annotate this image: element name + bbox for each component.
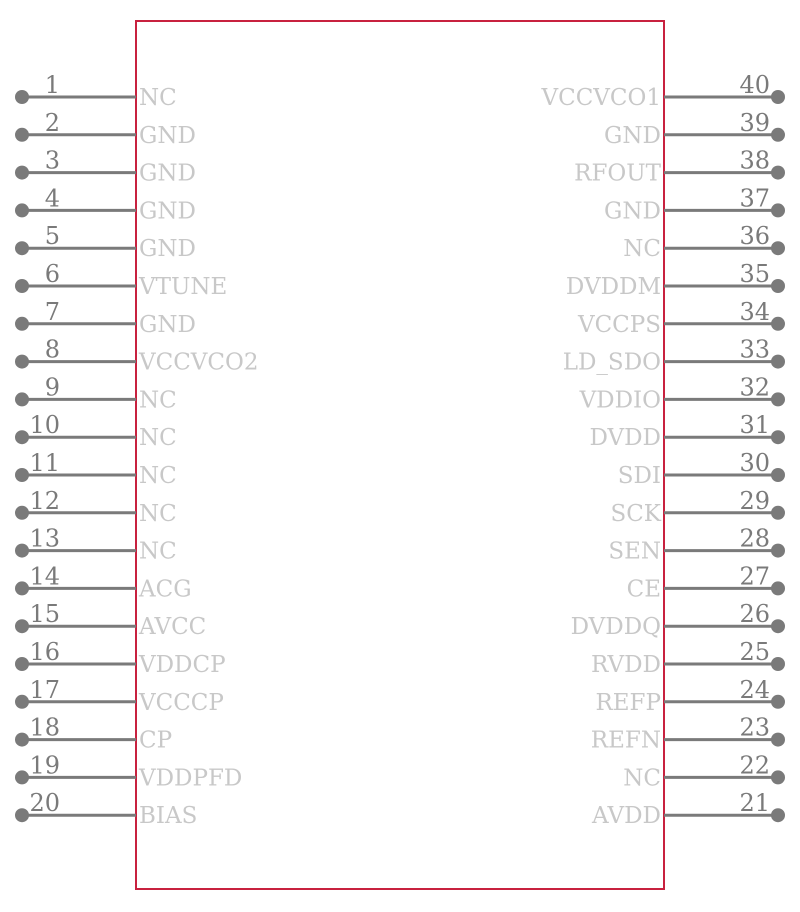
pin-19 — [15, 751, 242, 791]
pin-31 — [589, 411, 785, 451]
pin-terminal-dot — [771, 355, 785, 369]
pin-terminal-dot — [15, 355, 29, 369]
pin-terminal-dot — [15, 581, 29, 595]
pin-name-label: VDDCP — [139, 652, 226, 678]
pin-40 — [540, 71, 785, 111]
pin-21 — [591, 789, 785, 829]
pin-number: 27 — [739, 562, 770, 591]
pin-name-label: ACG — [139, 576, 192, 603]
pin-number: 37 — [739, 184, 770, 213]
pin-number: 5 — [44, 222, 60, 251]
pin-2 — [15, 109, 196, 149]
pin-terminal-dot — [771, 695, 785, 709]
pin-number: 16 — [29, 638, 60, 666]
pin-20 — [15, 789, 197, 829]
pin-number: 35 — [739, 260, 770, 288]
pin-name-label: NC — [623, 765, 661, 792]
pin-number: 36 — [739, 222, 770, 251]
pin-30 — [618, 449, 785, 489]
pin-name-label: GND — [139, 122, 196, 149]
pin-terminal-dot — [15, 808, 29, 822]
pin-number: 13 — [29, 524, 60, 553]
pin-name-label: GND — [139, 236, 196, 263]
pin-28 — [608, 525, 785, 565]
pin-14 — [15, 562, 192, 602]
pin-name-label: VCCCP — [139, 689, 224, 716]
pin-number: 8 — [44, 335, 60, 364]
pin-name-label: CE — [626, 576, 661, 603]
pin-name-label: GND — [604, 122, 661, 149]
pin-number: 25 — [739, 638, 770, 666]
pin-name-label: VDDPFD — [139, 765, 243, 792]
pin-name-label: DVDDQ — [570, 614, 661, 641]
pin-name-label: NC — [623, 236, 661, 263]
pin-27 — [627, 562, 785, 602]
pin-name-label: REFN — [590, 727, 661, 754]
pin-name-label: NC — [139, 387, 177, 414]
pin-terminal-dot — [15, 90, 29, 104]
pin-terminal-dot — [15, 733, 29, 747]
pin-name-label: NC — [139, 85, 177, 111]
pin-number: 22 — [739, 751, 770, 780]
pin-terminal-dot — [771, 770, 785, 784]
pin-17 — [15, 676, 224, 716]
pin-number: 40 — [739, 71, 770, 99]
pin-1 — [15, 71, 177, 111]
pin-name-label: NC — [139, 500, 177, 527]
pin-name-label: NC — [139, 538, 177, 565]
pin-number: 1 — [44, 71, 60, 99]
pin-terminal-dot — [15, 279, 29, 293]
pin-terminal-dot — [771, 128, 785, 142]
pin-29 — [610, 487, 785, 527]
pin-number: 12 — [29, 486, 60, 515]
pin-terminal-dot — [771, 808, 785, 822]
pin-terminal-dot — [15, 619, 29, 633]
pin-13 — [15, 525, 177, 565]
pin-terminal-dot — [771, 203, 785, 217]
pin-terminal-dot — [15, 430, 29, 444]
ic-body-outline — [136, 21, 664, 889]
pin-3 — [15, 147, 196, 187]
pin-number: 15 — [29, 600, 60, 629]
pin-number: 38 — [739, 146, 770, 175]
pin-terminal-dot — [15, 317, 29, 331]
pin-name-label: CP — [139, 727, 173, 754]
pin-terminal-dot — [771, 733, 785, 747]
pin-terminal-dot — [771, 544, 785, 558]
pin-number: 33 — [739, 335, 770, 364]
pin-6 — [15, 260, 227, 300]
pin-terminal-dot — [771, 392, 785, 406]
pin-33 — [563, 336, 785, 376]
pin-terminal-dot — [771, 468, 785, 482]
pin-number: 29 — [739, 486, 770, 515]
pin-number: 24 — [739, 675, 770, 704]
pin-terminal-dot — [771, 279, 785, 293]
pin-name-label: VCCVCO2 — [139, 349, 259, 376]
pin-10 — [15, 411, 177, 451]
pin-number: 6 — [44, 260, 60, 288]
pin-name-label: BIAS — [139, 803, 198, 830]
pin-terminal-dot — [771, 317, 785, 331]
pin-name-label: VCCPS — [577, 311, 661, 338]
pin-number: 20 — [29, 789, 60, 818]
pin-number: 4 — [44, 184, 60, 213]
pin-terminal-dot — [771, 90, 785, 104]
pin-5 — [15, 222, 196, 262]
pin-11 — [15, 449, 177, 489]
pin-39 — [604, 109, 785, 149]
pin-name-label: REFP — [595, 689, 661, 716]
pin-name-label: GND — [139, 198, 196, 225]
pin-number: 2 — [44, 108, 60, 137]
pin-7 — [15, 298, 196, 338]
pin-name-label: GND — [604, 198, 661, 225]
pin-terminal-dot — [771, 430, 785, 444]
pin-terminal-dot — [15, 506, 29, 520]
pin-terminal-dot — [771, 241, 785, 255]
pin-number: 18 — [29, 713, 60, 742]
pin-25 — [591, 638, 785, 678]
pin-terminal-dot — [15, 166, 29, 180]
pin-number: 11 — [29, 449, 60, 477]
pin-number: 19 — [29, 751, 60, 780]
pin-38 — [574, 147, 785, 187]
pin-number: 34 — [739, 297, 770, 326]
pin-terminal-dot — [771, 581, 785, 595]
pin-22 — [623, 751, 785, 791]
pin-35 — [566, 260, 785, 300]
pin-terminal-dot — [15, 392, 29, 406]
pin-terminal-dot — [15, 695, 29, 709]
pin-number: 9 — [44, 373, 60, 402]
pin-name-label: VTUNE — [139, 274, 228, 300]
pin-name-label: NC — [139, 463, 177, 489]
pin-name-label: DVDDM — [565, 274, 661, 300]
pin-terminal-dot — [15, 241, 29, 255]
pin-number: 31 — [739, 411, 770, 440]
pin-terminal-dot — [15, 657, 29, 671]
pin-16 — [15, 638, 226, 678]
pin-34 — [577, 298, 785, 338]
pin-terminal-dot — [771, 619, 785, 633]
pin-number: 28 — [739, 524, 770, 553]
right-pin-group — [540, 71, 785, 829]
pin-name-label: RVDD — [591, 652, 661, 678]
pin-18 — [15, 714, 172, 754]
pin-name-label: RFOUT — [574, 160, 661, 187]
pin-32 — [579, 373, 785, 413]
pin-name-label: AVDD — [592, 803, 661, 830]
pin-name-label: GND — [139, 160, 196, 187]
pin-name-label: SDI — [617, 463, 661, 489]
pin-number: 14 — [29, 562, 60, 591]
pin-number: 21 — [739, 789, 770, 818]
pin-number: 30 — [739, 449, 770, 477]
pin-terminal-dot — [15, 128, 29, 142]
pin-number: 32 — [739, 373, 770, 402]
pin-name-label: LD_SDO — [562, 349, 661, 376]
pin-24 — [595, 676, 785, 716]
pin-26 — [571, 600, 785, 640]
pin-36 — [623, 222, 785, 262]
pin-4 — [15, 184, 196, 224]
pin-terminal-dot — [15, 544, 29, 558]
pin-terminal-dot — [15, 468, 29, 482]
pin-name-label: GND — [139, 311, 196, 338]
pin-12 — [15, 487, 177, 527]
pin-name-label: VDDIO — [579, 387, 661, 414]
pin-9 — [15, 373, 177, 413]
pin-number: 10 — [29, 411, 60, 440]
pin-23 — [591, 714, 785, 754]
pin-terminal-dot — [15, 770, 29, 784]
pin-terminal-dot — [771, 506, 785, 520]
pin-number: 23 — [739, 713, 770, 742]
pin-terminal-dot — [771, 657, 785, 671]
pin-name-label: VCCVCO1 — [541, 85, 661, 111]
pin-name-label: NC — [139, 425, 177, 452]
pin-name-label: AVCC — [139, 614, 207, 641]
pin-name-label: SEN — [608, 538, 661, 565]
pin-terminal-dot — [15, 203, 29, 217]
pin-terminal-dot — [771, 166, 785, 180]
pin-15 — [15, 600, 206, 640]
pin-number: 39 — [739, 108, 770, 137]
pin-name-label: SCK — [610, 500, 661, 527]
pin-number: 7 — [44, 297, 60, 326]
pin-number: 26 — [739, 600, 770, 629]
pin-name-label: DVDD — [589, 425, 661, 452]
pin-number: 3 — [44, 146, 60, 175]
pin-37 — [604, 184, 785, 224]
pin-number: 17 — [29, 675, 60, 704]
